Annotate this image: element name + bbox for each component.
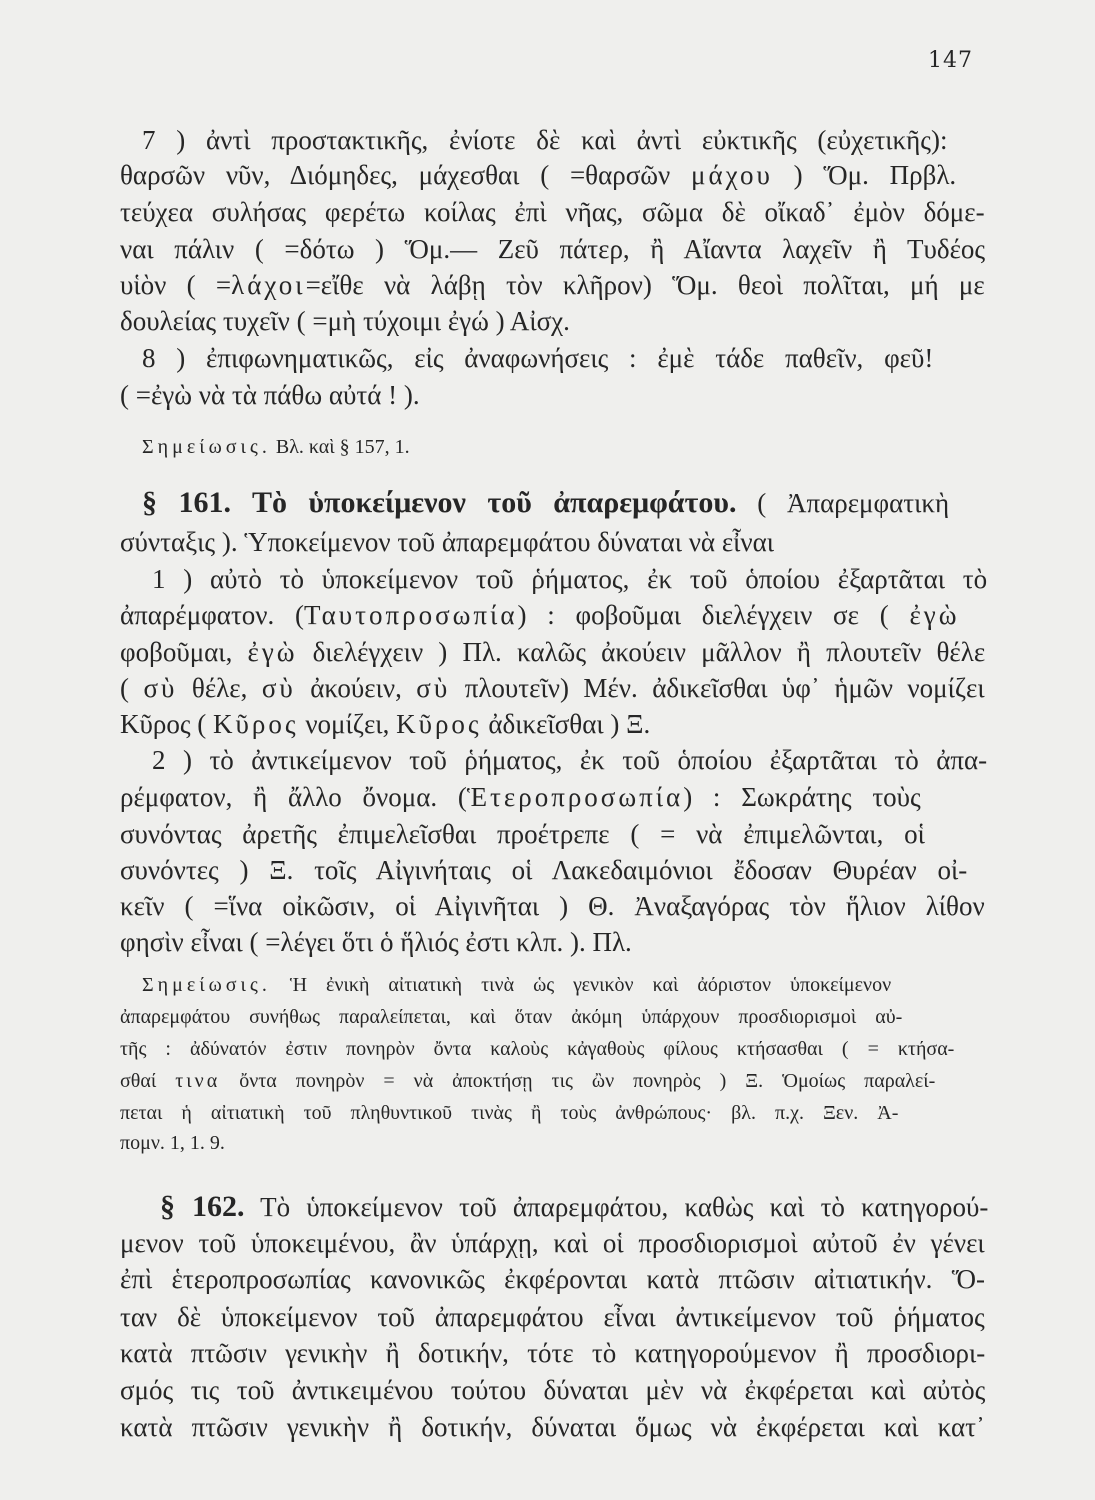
text-span: τῆς :: [120, 1038, 190, 1060]
text-line: [120, 819, 925, 850]
note-line: [120, 1006, 902, 1029]
text-span: πάλιν: [153, 234, 235, 264]
text-span: ἀδικεῖσθαι ὑφ᾽ ἡμῶν νομίζει: [652, 673, 985, 703]
text-span: ) Ὅμ. Πρβλ.: [772, 160, 957, 190]
text-span: ( =μὴ τύχοιμι ἐγώ ) Αἰσχ.: [289, 306, 570, 336]
text-span: 7 ): [142, 125, 206, 155]
text-span: 1 ) αὐτὸ τὸ ὑποκείμενον τοῦ ῥήματος, ἐκ τοῦ ὁποίου ἐξαρτᾶται τὸ: [152, 564, 988, 594]
text-span: ( = νὰ ἐπιμελῶνται, οἱ: [609, 819, 925, 849]
text-span: λάχοι: [231, 270, 306, 300]
text-span: Βλ. καὶ § 157, 1.: [270, 436, 410, 458]
text-line: [120, 891, 985, 922]
note-line: [120, 1102, 898, 1125]
text-span: μάχεσθαι: [418, 160, 520, 190]
text-span: ταν δὲ ὑποκείμενον τοῦ ἀπαρεμφάτου εἶναι ἀντικείμενον τοῦ ῥήματος: [120, 1302, 985, 1332]
text-span: ἐπιμελεῖσθαι: [337, 819, 477, 849]
text-span: ὄντα: [433, 1038, 472, 1060]
text-span: πλουτεῖν) Μέν.: [450, 673, 653, 703]
text-span: εὐκτικῆς: [701, 125, 797, 155]
text-span: ἀκούειν,: [295, 673, 417, 703]
text-span: τὸν ἥλιον: [789, 891, 906, 921]
text-span: τινα: [175, 1070, 221, 1092]
text-span: ρέμφατον, ἢ ἄλλο ὄνομα. (: [120, 782, 467, 812]
text-span: τοὺς: [872, 782, 921, 812]
text-line: [120, 927, 632, 958]
text-span: τυχεῖν: [222, 306, 290, 336]
text-span: σθαί: [120, 1070, 176, 1092]
text-span: μάχου: [691, 160, 773, 190]
text-span: Κῦρος: [396, 709, 482, 739]
text-span: καλῶς ἀκούειν μᾶλλον ἢ πλουτεῖν θέλε: [516, 637, 986, 667]
text-span: Κῦρος: [120, 709, 191, 739]
text-span: Ἀναξαγόρας: [634, 891, 790, 921]
text-span: οἰ-: [937, 855, 968, 885]
text-span: Σωκράτης: [741, 782, 873, 812]
text-span: ἐνίοτε δὲ καὶ ἀντὶ: [428, 125, 702, 155]
text-span: παθεῖν,: [785, 343, 864, 373]
text-span: λαχεῖν: [782, 234, 853, 264]
text-span: ἀντὶ προστακτικῆς,: [206, 125, 429, 155]
text-line: [120, 1228, 985, 1259]
text-span: ἀδικεῖσθαι ) Ξ.: [481, 709, 651, 739]
text-span: διελέγχειν ) Πλ.: [297, 637, 517, 667]
text-span: προέτρεπε: [476, 819, 610, 849]
text-span: Ἑτεροπροσωπία: [466, 782, 684, 812]
text-span: λίθον: [905, 891, 985, 921]
text-span: ἐγὼ: [909, 600, 960, 630]
text-span: μενον τοῦ ὑποκειμένου, ἂν ὑπάρχῃ, καὶ οἱ προσδιορισμοὶ αὐτοῦ ἐν γένει: [120, 1228, 985, 1258]
text-span: ( =: [166, 270, 232, 300]
note-line: [120, 1132, 225, 1155]
text-span: φερέτω: [324, 197, 406, 227]
text-line: [142, 125, 947, 156]
note-line: [142, 436, 410, 459]
text-line: [120, 270, 985, 301]
text-span: φησὶν: [120, 927, 191, 957]
text-span: τινὰ: [481, 974, 515, 996]
text-span: δόμε-: [923, 197, 985, 227]
text-span: Ταυτοπροσωπία: [304, 600, 518, 630]
text-span: ( =θαρσῶν: [519, 160, 692, 190]
text-span: πομν. 1, 1. 9.: [120, 1132, 225, 1154]
text-span: ( =δότω ) Ὅμ.—: [234, 234, 498, 264]
text-span: φεῦ!: [863, 343, 934, 373]
text-span: ( =ἐγὼ νὰ τὰ πάθω αὐτά ! ).: [120, 380, 420, 410]
text-line: [120, 1375, 985, 1406]
text-span: Ἡ ἐνικὴ αἰτιατικὴ: [270, 974, 482, 996]
text-span: πτῶσιν γενικὴν: [191, 1412, 370, 1442]
text-span: κεῖν: [120, 891, 165, 921]
text-line: [152, 564, 987, 595]
text-line: [120, 306, 570, 337]
text-span: (: [858, 600, 910, 630]
text-span: σύνταξις ). Ὑποκείμενον τοῦ ἀπαρεμφάτου δύναται νὰ εἶναι: [120, 527, 775, 557]
text-line: [120, 637, 985, 668]
text-span: καλοὺς κἀγαθοὺς φίλους κτήσασθαι: [471, 1038, 823, 1060]
text-span: ( Ἀπαρεμφατικὴ: [736, 488, 950, 518]
text-line: [152, 745, 987, 776]
text-line: [120, 197, 985, 228]
text-span: ἐμὲ τάδε: [657, 343, 786, 373]
text-span: υἱὸν: [120, 270, 167, 300]
text-span: ( =ἵνα οἰκῶσιν, οἱ Αἰγινῆται ) Θ.: [164, 891, 635, 921]
text-line: [142, 343, 933, 374]
text-span: φοβοῦμαι διελέγχειν σε: [575, 600, 859, 630]
text-line: [120, 600, 959, 631]
text-line: [120, 380, 420, 411]
text-span: δουλείας: [120, 306, 223, 336]
text-span: ἢ: [511, 1102, 561, 1124]
text-line: [120, 234, 985, 265]
text-line: [120, 1412, 985, 1443]
text-span: σὺ: [416, 673, 451, 703]
text-line: [120, 1264, 985, 1295]
text-span: Σημείωσις.: [142, 974, 271, 996]
text-span: ὡς γενικὸν καὶ ἀόριστον ὑποκείμενον: [514, 974, 892, 996]
text-span: § 161. Τὸ ὑποκείμενον τοῦ ἀπαρεμφάτου.: [142, 486, 737, 519]
text-span: ἀρετῆς: [221, 819, 338, 849]
text-span: ( = κτήσα-: [822, 1038, 955, 1060]
text-span: οἱ Λακεδαιμόνιοι ἔδοσαν Θυρέαν: [490, 855, 938, 885]
text-span: νομίζει,: [298, 709, 397, 739]
text-span: θέλε,: [177, 673, 262, 703]
text-span: ) :: [517, 600, 576, 630]
text-span: σὺ: [261, 673, 296, 703]
text-span: Ζεῦ πάτερ, ἢ Αἴαντα: [497, 234, 783, 264]
text-span: συνόντες ) Ξ.: [120, 855, 315, 885]
text-span: θεοὶ πολῖται, μή με: [737, 270, 985, 300]
text-line: [120, 673, 985, 704]
text-span: τοὺς ἀνθρώπους·: [560, 1102, 713, 1124]
text-span: τοῖς Αἰγινήταις: [314, 855, 491, 885]
text-span: εἰς ἀναφωνήσεις :: [393, 343, 658, 373]
text-span: θαρσῶν νῦν, Διόμηδες,: [120, 160, 419, 190]
text-line: [120, 527, 774, 558]
text-span: ἢ δοτικήν, δύναται ὅμως νὰ ἐκφέρεται καὶ κατ᾽: [369, 1412, 985, 1442]
page-number: 147: [928, 48, 973, 73]
text-line: [120, 782, 921, 813]
text-span: τεύχεα συλήσας: [120, 197, 325, 227]
note-line: [120, 1038, 954, 1061]
text-line: [142, 486, 949, 520]
text-span: =εἴθε νὰ λάβῃ τὸν κλῆρον) Ὅμ.: [305, 270, 738, 300]
text-span: κατὰ πτῶσιν γενικὴν ἢ δοτικήν, τότε τὸ κατηγορούμενον ἢ προσδιορι-: [120, 1338, 986, 1368]
text-span: ὄντα πονηρὸν = νὰ ἀποκτήσῃ τις ὢν πονηρὸς ) Ξ. Ὁμοίως παραλεί-: [220, 1070, 936, 1092]
text-span: συνόντας: [120, 819, 222, 849]
text-line: [120, 855, 967, 886]
text-span: ( =λέγει ὅτι ὁ ἥλιός ἐστι κλπ. ). Πλ.: [242, 927, 632, 957]
text-span: ) :: [683, 782, 742, 812]
text-line: [120, 1302, 985, 1333]
text-span: ἐπιφωνηματικῶς,: [206, 343, 394, 373]
text-span: σμός τις τοῦ ἀντικειμένου τούτου δύναται μὲν νὰ ἐκφέρεται καὶ αὐτὸς: [120, 1375, 986, 1405]
text-line: [160, 1190, 988, 1224]
text-line: [120, 1338, 985, 1369]
text-span: ναι: [120, 234, 154, 264]
text-span: ἢ Τυδέος: [852, 234, 986, 264]
text-span: Τὸ ὑποκείμενον τοῦ ἀπαρεμφάτου, καθὼς καὶ τὸ κατηγορού-: [244, 1192, 989, 1222]
text-span: 8 ): [142, 343, 206, 373]
text-line: [120, 709, 650, 740]
text-span: ἐπὶ ἑτεροπροσωπίας κανονικῶς ἐκφέρονται κατὰ πτῶσιν αἰτιατικήν. Ὅ-: [120, 1264, 985, 1294]
text-span: βλ. π.χ. Ξεν. Ἀ-: [712, 1102, 899, 1124]
text-span: κατὰ: [120, 1412, 192, 1442]
text-span: κοίλας ἐπὶ νῆας, σῶμα δὲ οἴκαδ᾽ ἐμὸν: [405, 197, 924, 227]
note-line: [120, 1070, 935, 1093]
text-span: ἀπαρεμφάτου συνήθως παραλείπεται, καὶ ὅταν ἀκόμη ὑπάρχουν προσδιορισμοὶ αὐ-: [120, 1006, 903, 1028]
text-span: ἀπαρέμφατον. (: [120, 600, 304, 630]
text-span: § 162.: [160, 1190, 245, 1223]
text-span: 2 ) τὸ ἀντικείμενον τοῦ ῥήματος, ἐκ τοῦ ὁποίου ἐξαρτᾶται τὸ ἀπα-: [152, 745, 988, 775]
text-span: σὺ: [143, 673, 178, 703]
text-span: (: [120, 673, 144, 703]
text-span: (: [190, 709, 214, 739]
text-span: τινὰς: [471, 1102, 512, 1124]
text-span: εἶναι: [190, 927, 243, 957]
text-line: [120, 160, 956, 191]
text-span: πεται ἡ αἰτιατικὴ τοῦ πληθυντικοῦ: [120, 1102, 472, 1124]
text-span: (εὐχετικῆς):: [796, 125, 948, 155]
text-span: Σημείωσις.: [142, 436, 271, 458]
text-span: ἐγὼ: [247, 637, 298, 667]
text-span: Κῦρος: [213, 709, 299, 739]
text-span: φοβοῦμαι,: [120, 637, 248, 667]
text-span: ἀδύνατόν ἐστιν πονηρὸν: [189, 1038, 434, 1060]
note-line: [142, 974, 891, 997]
